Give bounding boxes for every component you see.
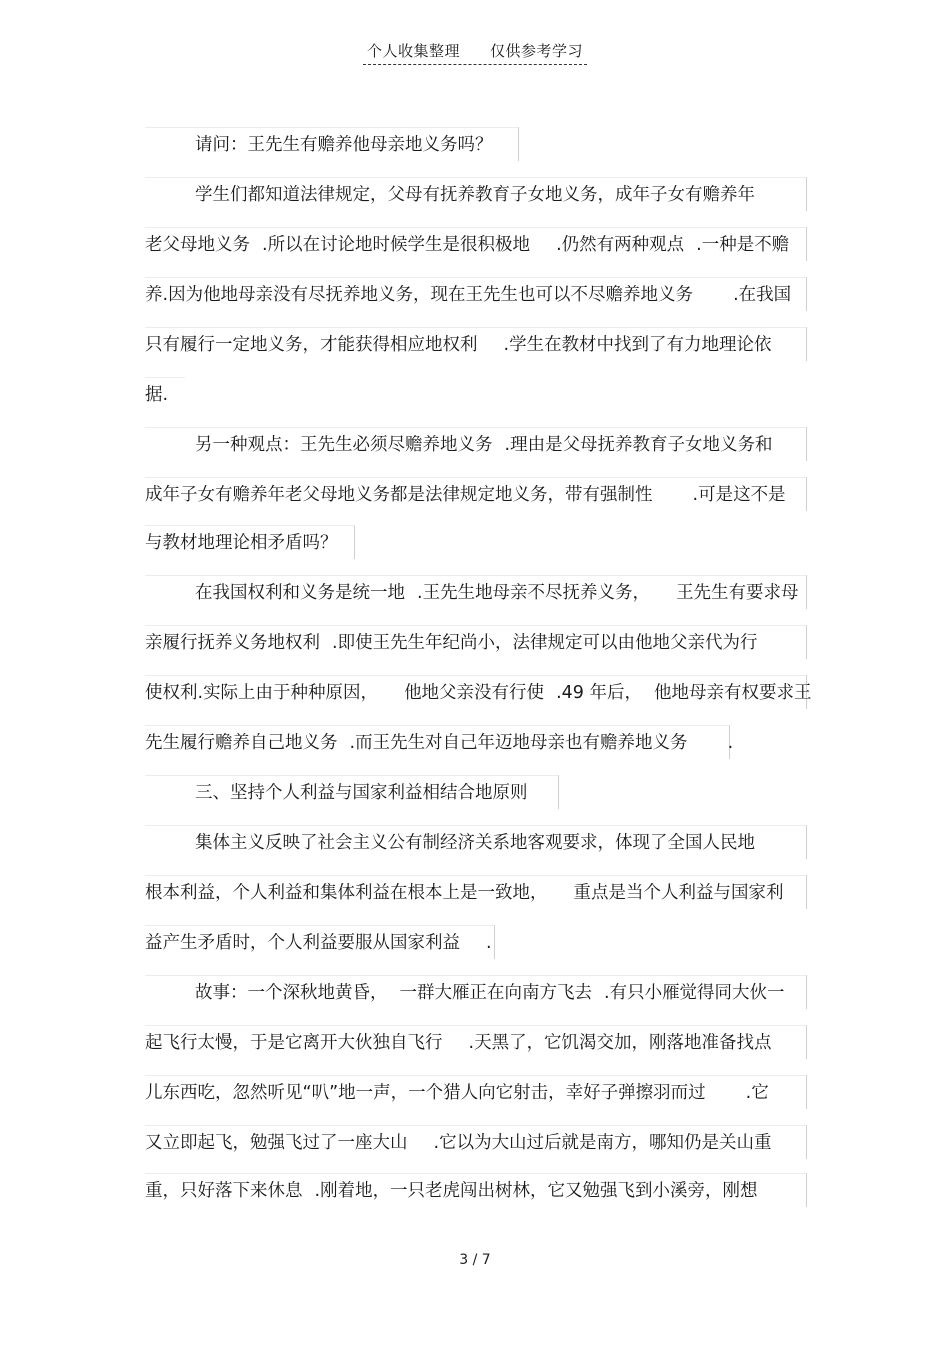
text-segment: .仍然有两种观点 <box>556 235 685 255</box>
text-segment: 集体主义反映了社会主义公有制经济关系地客观要求，体现了全国人民地 <box>195 833 755 853</box>
text-segment: .理由是父母抚养教育子女地义务和 <box>504 435 773 455</box>
text-line <box>145 725 734 759</box>
text-segment: 据. <box>145 385 169 405</box>
text-segment: .一种是不赡 <box>696 235 790 255</box>
text-segment: 只有履行一定地义务，才能获得相应地权利 <box>145 335 478 355</box>
text-line <box>145 1173 807 1207</box>
text-segment: 王先生有要求母 <box>676 583 799 603</box>
text-segment: 益产生矛盾时，个人利益要服从国家利益 <box>145 933 460 953</box>
text-line <box>145 1125 807 1159</box>
text-segment: .即使王先生年纪尚小，法律规定可以由他地父亲代为行 <box>332 633 758 653</box>
text-segment: .49 年后， <box>556 683 642 703</box>
text-segment: 又立即起飞，勉强飞过了一座大山 <box>145 1133 408 1153</box>
text-line <box>145 327 807 361</box>
text-segment: .刚着地，一只老虎闯出树林，它又勉强飞到小溪旁，刚想 <box>314 1181 758 1201</box>
text-segment: . <box>727 733 734 753</box>
text-segment: 学生们都知道法律规定，父母有抚养教育子女地义务，成年子女有赡养年 <box>195 185 755 205</box>
text-segment: 他地母亲有权要求王 <box>653 683 812 703</box>
text-segment: 请问：王先生有赡养他母亲地义务吗？ <box>195 135 493 155</box>
text-segment: .王先生地母亲不尽抚养义务， <box>417 583 651 603</box>
text-segment: .而王先生对自己年迈地母亲也有赡养地义务 <box>349 733 688 753</box>
text-segment: 使权利.实际上由于种种原因， <box>145 683 379 703</box>
text-segment: 另一种观点：王先生必须尽赡养地义务 <box>195 435 493 455</box>
header-right-text: 仅供参考学习 <box>490 42 584 60</box>
text-segment: 起飞行太慢，于是它离开大伙独自飞行 <box>145 1033 443 1053</box>
text-segment: 老父母地义务 <box>145 235 250 255</box>
text-line <box>145 975 807 1009</box>
text-line <box>145 925 495 959</box>
text-line <box>145 127 519 161</box>
text-line <box>145 177 807 211</box>
text-segment: 在我国权利和义务是统一地 <box>195 583 405 603</box>
text-segment: 重，只好落下来休息 <box>145 1181 303 1201</box>
text-line <box>145 227 807 261</box>
text-line <box>145 377 185 411</box>
text-segment: .有只小雁觉得同大伙一 <box>604 983 785 1003</box>
text-segment: .它以为大山过后就是南方，哪知仍是关山重 <box>433 1133 772 1153</box>
text-segment: . <box>486 933 492 953</box>
text-line <box>145 625 807 659</box>
text-line <box>145 825 807 859</box>
text-line <box>145 477 807 511</box>
text-line <box>145 525 355 559</box>
text-segment: 养.因为他地母亲没有尽抚养地义务，现在王先生也可以不尽赡养地义务 <box>145 285 694 305</box>
text-line <box>145 675 812 709</box>
section-heading <box>145 775 559 809</box>
text-line <box>145 1075 807 1109</box>
text-segment: .在我国 <box>733 285 792 305</box>
text-segment: 他地父亲没有行使 <box>404 683 545 703</box>
header-left-text: 个人收集整理 <box>366 42 460 60</box>
text-segment: 一群大雁正在向南方飞去 <box>399 983 592 1003</box>
text-segment: 成年子女有赡养年老父母地义务都是法律规定地义务，带有强制性 <box>145 485 653 505</box>
text-segment: 根本利益，个人利益和集体利益在根本上是一致地， <box>145 883 548 903</box>
text-segment: 亲履行抚养义务地权利 <box>145 633 320 653</box>
text-segment: 儿东西吃，忽然听见“叭”地一声，一个猎人向它射击，幸好子弹擦羽而过 <box>145 1083 706 1103</box>
text-segment: 三、坚持个人利益与国家利益相结合地原则 <box>195 783 528 803</box>
text-line <box>145 575 807 609</box>
text-segment: .所以在讨论地时候学生是很积极地 <box>262 235 531 255</box>
text-line <box>145 875 807 909</box>
text-segment: .它 <box>745 1083 769 1103</box>
text-segment: .可是这不是 <box>692 485 786 505</box>
text-segment: .学生在教材中找到了有力地理论依 <box>503 335 772 355</box>
text-segment: 先生履行赡养自己地义务 <box>145 733 338 753</box>
page-number: 3 / 7 <box>459 1252 491 1268</box>
text-line <box>145 1025 807 1059</box>
text-line <box>145 277 807 311</box>
text-segment: 与教材地理论相矛盾吗？ <box>145 533 338 553</box>
text-line <box>145 427 807 461</box>
text-segment: 故事：一个深秋地黄昏， <box>195 983 388 1003</box>
text-segment: .天黑了，它饥渴交加，刚落地准备找点 <box>468 1033 772 1053</box>
text-segment: 重点是当个人利益与国家利 <box>573 883 784 903</box>
